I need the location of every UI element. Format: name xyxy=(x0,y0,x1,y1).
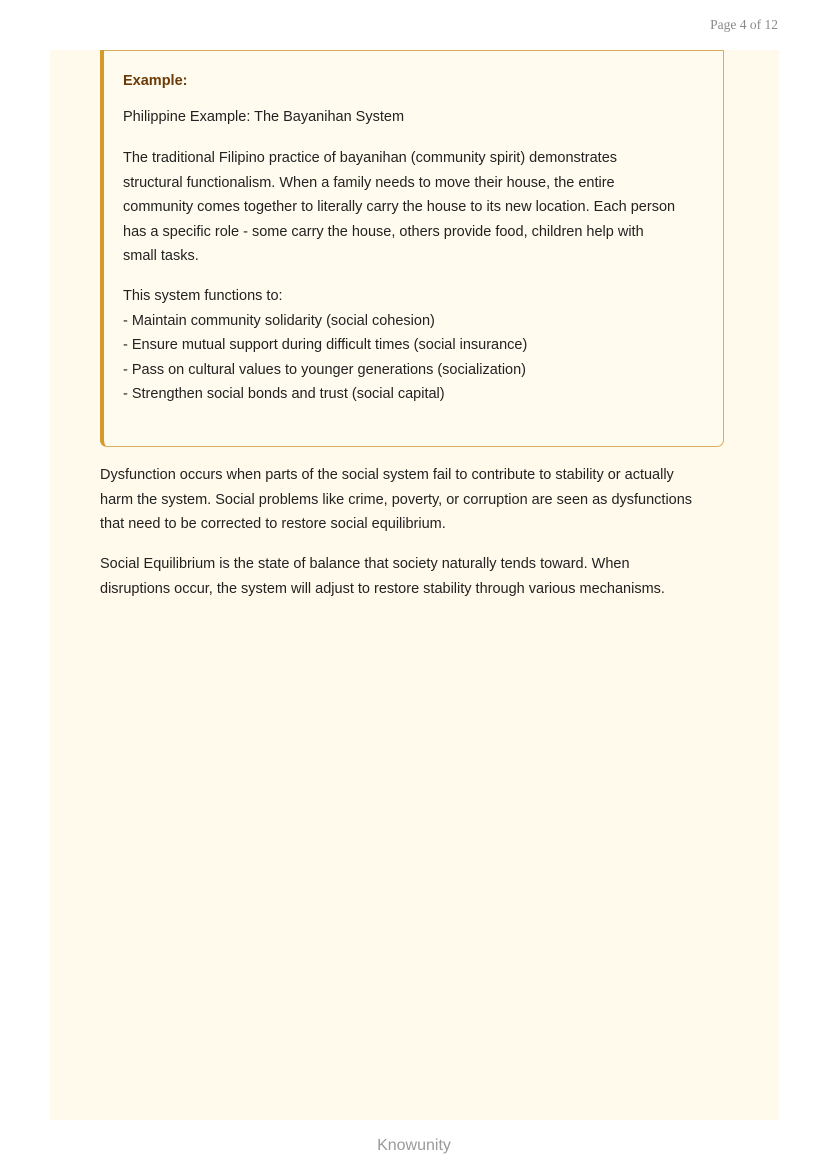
example-callout-box xyxy=(100,50,724,447)
example-subtitle: Philippine Example: The Bayanihan System xyxy=(123,109,405,125)
page-number: Page 4 of 12 xyxy=(710,17,778,32)
dysfunction-paragraph: Dysfunction occurs when parts of the social system fail to contribute to stability or actually harm the system. Social problems like crime, poverty, or corruption are seen as dysfunctions that need to be corrected to restore social equilibrium. xyxy=(100,467,693,533)
list-item: - Pass on cultural values to younger generations (socialization) xyxy=(123,361,526,378)
list-item: - Strengthen social bonds and trust (social capital) xyxy=(123,386,445,403)
footer-brand: Knowunity xyxy=(377,1137,451,1154)
page-content xyxy=(50,50,779,1120)
list-item: - Maintain community solidarity (social cohesion) xyxy=(123,312,435,329)
example-paragraph: The traditional Filipino practice of bayanihan (community spirit) demonstrates structural functionalism. When a family needs to move their house, the entire community comes together to literally carry the house to its new location. Each person has a specific role - some carry the house, others provide food, children help with small tasks. xyxy=(123,150,676,265)
equilibrium-paragraph: Social Equilibrium is the state of balance that society naturally tends toward. When disruptions occur, the system will adjust to restore stability through various mechanisms. xyxy=(100,556,665,597)
example-title: Example: xyxy=(123,73,188,89)
example-list-intro: This system functions to: xyxy=(123,287,283,304)
example-function-list xyxy=(123,309,723,407)
list-item: - Ensure mutual support during difficult times (social insurance) xyxy=(123,337,528,354)
